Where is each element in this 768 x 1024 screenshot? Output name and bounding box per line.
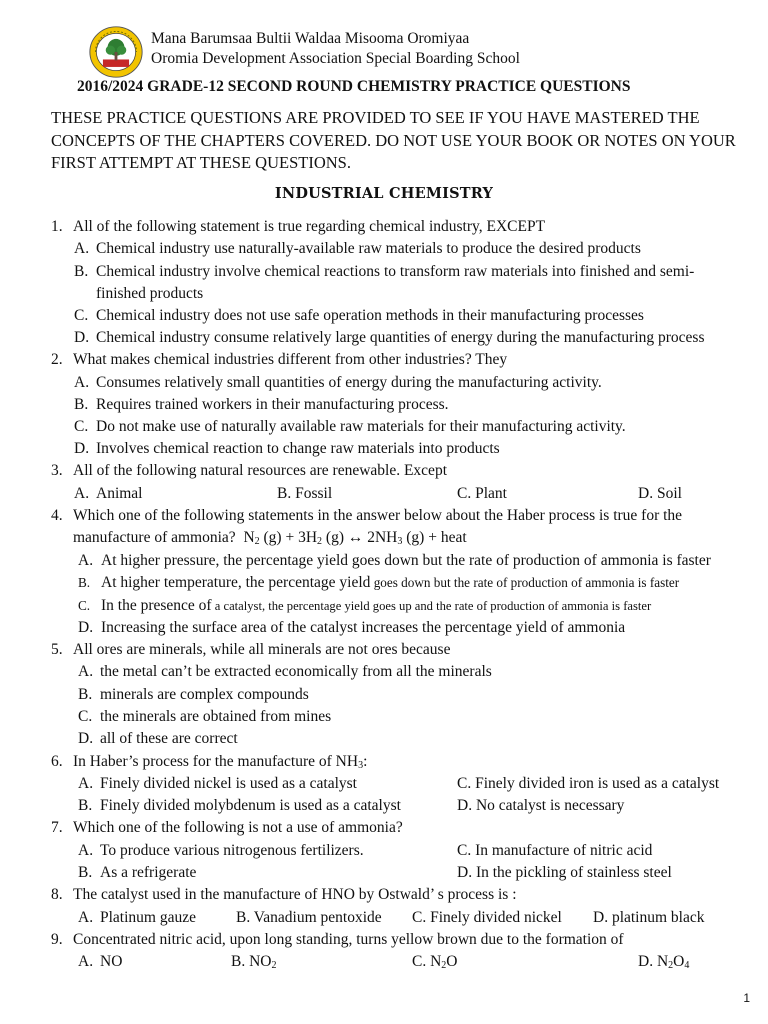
question-number: 6. xyxy=(51,753,63,770)
formula-sub: 2 xyxy=(441,960,447,971)
document-title: 2016/2024 GRADE-12 SECOND ROUND CHEMISTRY PRACTICE QUESTIONS xyxy=(77,78,631,95)
option-letter: B. xyxy=(78,575,91,590)
question-number: 1. xyxy=(51,218,63,235)
q4-option-b xyxy=(101,573,679,593)
q5-option-a: the metal can’t be extracted economically from all the minerals xyxy=(100,663,492,680)
question-4-text: Which one of the following statements in the answer below about the Haber process is true for the xyxy=(73,507,683,524)
q6-option-a: Finely divided nickel is used as a catalyst xyxy=(100,775,357,792)
q8-option-b: B. Vanadium pentoxide xyxy=(236,909,382,926)
question-4-text-continued xyxy=(73,528,467,548)
option-letter: B. xyxy=(74,396,89,413)
option-letter: D. xyxy=(74,440,90,457)
question-number: 3. xyxy=(51,462,63,479)
question-6-text-end: : xyxy=(363,753,368,770)
question-6-text-main: In Haber’s process for the manufacture of NH xyxy=(73,753,359,770)
formula-sub: 4 xyxy=(684,960,690,971)
section-heading: INDUSTRIAL CHEMISTRY xyxy=(274,185,494,202)
q4-option-c xyxy=(101,596,651,616)
option-letter: A. xyxy=(78,842,94,859)
question-number: 2. xyxy=(51,351,63,368)
eq-sub: 2 xyxy=(254,536,260,547)
q3-option-b: B. Fossil xyxy=(277,485,333,502)
question-5-text: All ores are minerals, while all minerals are not ores because xyxy=(73,641,451,658)
q8-option-d: D. platinum black xyxy=(593,909,705,926)
question-4-text-tail: manufacture of ammonia? xyxy=(73,529,236,546)
q9-option-b-text: B. NO xyxy=(231,953,272,970)
q9-option-d-mid: O xyxy=(673,953,685,970)
q5-option-c: the minerals are obtained from mines xyxy=(100,708,332,725)
q9-option-c-text: C. N xyxy=(412,953,442,970)
option-letter: C. xyxy=(74,307,89,324)
q2-option-a: Consumes relatively small quantities of energy during the manufacturing activity. xyxy=(96,374,602,391)
option-letter: A. xyxy=(74,374,90,391)
intro-paragraph xyxy=(51,107,741,175)
school-name-english: Oromia Development Association Special Boarding School xyxy=(151,50,520,67)
question-3-text: All of the following natural resources are renewable. Except xyxy=(73,462,447,479)
eq-part: (g) + heat xyxy=(402,529,467,546)
option-letter: A. xyxy=(78,663,94,680)
intro-line: CONCEPTS OF THE CHAPTERS COVERED. DO NOT USE YOUR BOOK OR NOTES ON YOUR xyxy=(51,130,736,150)
option-letter: A. xyxy=(78,775,94,792)
q6-option-b: Finely divided molybdenum is used as a catalyst xyxy=(100,797,401,814)
intro-line: FIRST ATTEMPT AT THESE QUESTIONS. xyxy=(51,153,351,172)
q9-option-c-end: O xyxy=(446,953,458,970)
intro-line: THESE PRACTICE QUESTIONS ARE PROVIDED TO SEE IF YOU HAVE MASTERED THE xyxy=(51,108,700,127)
q4-option-c-end: a catalyst, the percentage yield goes up and the rate of production of ammonia is faster xyxy=(211,599,652,613)
q1-option-c: Chemical industry does not use safe operation methods in their manufacturing processes xyxy=(96,307,644,324)
option-letter: C. xyxy=(78,708,93,725)
formula-sub: 2 xyxy=(271,960,277,971)
option-letter: B. xyxy=(78,686,93,703)
question-2-text: What makes chemical industries different from other industries? They xyxy=(73,351,508,368)
question-7-text: Which one of the following is not a use of ammonia? xyxy=(73,819,403,836)
question-9-text: Concentrated nitric acid, upon long standing, turns yellow brown due to the formation of xyxy=(73,931,624,948)
option-letter: D. xyxy=(74,329,90,346)
q7-option-d: D. In the pickling of stainless steel xyxy=(457,864,672,881)
q3-option-c: C. Plant xyxy=(457,485,507,502)
eq-sub: 3 xyxy=(397,536,403,547)
school-name-oromo: Mana Barumsaa Bultii Waldaa Misooma Oromiyaa xyxy=(151,30,470,47)
haber-equation xyxy=(243,529,466,546)
option-letter: A. xyxy=(78,953,94,970)
option-letter: A. xyxy=(78,552,94,569)
q3-option-d: D. Soil xyxy=(638,485,682,502)
q2-option-b: Requires trained workers in their manufacturing process. xyxy=(96,396,449,413)
eq-part: (g) + 3H xyxy=(259,529,318,546)
q1-option-b: Chemical industry involve chemical reactions to transform raw materials into finished and semi- xyxy=(96,263,695,280)
school-logo xyxy=(88,24,144,80)
option-letter: C. xyxy=(74,418,89,435)
q3-option-a: Animal xyxy=(96,485,143,502)
q5-option-d: all of these are correct xyxy=(100,730,238,747)
q9-option-c xyxy=(412,952,458,972)
question-6-text xyxy=(73,752,367,772)
option-letter: C. xyxy=(78,598,91,613)
q5-option-b: minerals are complex compounds xyxy=(100,686,309,703)
option-letter: D. xyxy=(78,619,94,636)
q6-option-c: C. Finely divided iron is used as a catalyst xyxy=(457,775,720,792)
q9-option-b xyxy=(231,952,276,972)
q9-option-d xyxy=(638,952,689,972)
q1-option-b-continued: finished products xyxy=(96,285,204,302)
q8-option-a: Platinum gauze xyxy=(100,909,196,926)
q6-option-d: D. No catalyst is necessary xyxy=(457,797,625,814)
q8-option-c: C. Finely divided nickel xyxy=(412,909,562,926)
q4-option-c-start: In the presence of xyxy=(101,597,212,614)
q4-option-a: At higher pressure, the percentage yield goes down but the rate of production of ammonia is faster xyxy=(101,552,711,569)
q4-option-d: Increasing the surface area of the catalyst increases the percentage yield of ammonia xyxy=(101,619,626,636)
option-letter: B. xyxy=(78,864,93,881)
question-number: 4. xyxy=(51,507,63,524)
q4-option-b-end: goes down but the rate of production of ammonia is faster xyxy=(370,575,680,590)
question-number: 5. xyxy=(51,641,63,658)
q2-option-c: Do not make use of naturally available raw materials for their manufacturing activity. xyxy=(96,418,626,435)
eq-part: (g) ↔ 2NH xyxy=(322,529,398,546)
q1-option-d: Chemical industry consume relatively large quantities of energy during the manufacturing process xyxy=(96,329,705,346)
question-number: 9. xyxy=(51,931,63,948)
formula-sub: 2 xyxy=(668,960,674,971)
q2-option-d: Involves chemical reaction to change raw materials into products xyxy=(96,440,500,457)
option-letter: A. xyxy=(74,240,90,257)
question-8-text: The catalyst used in the manufacture of HNO by Ostwald’ s process is : xyxy=(73,886,517,903)
eq-n: N xyxy=(243,529,255,546)
question-number: 8. xyxy=(51,886,63,903)
option-letter: A. xyxy=(78,909,94,926)
option-letter: D. xyxy=(78,730,94,747)
q7-option-b: As a refrigerate xyxy=(100,864,197,881)
q9-option-d-text: D. N xyxy=(638,953,669,970)
q7-option-c: C. In manufacture of nitric acid xyxy=(457,842,653,859)
eq-sub: 2 xyxy=(317,536,323,547)
question-1-text: All of the following statement is true regarding chemical industry, EXCEPT xyxy=(73,218,546,235)
option-letter: A. xyxy=(74,485,90,502)
option-letter: B. xyxy=(74,263,89,280)
formula-sub: 3 xyxy=(358,760,364,771)
q1-option-a: Chemical industry use naturally-available raw materials to produce the desired products xyxy=(96,240,641,257)
option-letter: B. xyxy=(78,797,93,814)
q9-option-a: NO xyxy=(100,953,123,970)
page-number: 1 xyxy=(743,991,750,1005)
q4-option-b-start: At higher temperature, the percentage yield xyxy=(101,574,371,591)
q7-option-a: To produce various nitrogenous fertilizers. xyxy=(100,842,364,859)
question-number: 7. xyxy=(51,819,63,836)
